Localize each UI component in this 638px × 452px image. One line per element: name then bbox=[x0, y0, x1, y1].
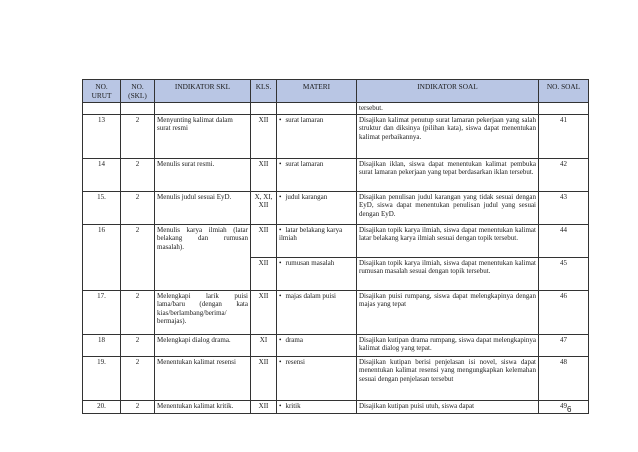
cell-materi bbox=[277, 257, 357, 290]
cell-indikator-soal: Disajikan topik karya ilmiah, siswa dapat menentukan kalimat rumusan masalah sesuai dengan topik tersebut. bbox=[357, 257, 539, 290]
cell-no-soal: 42 bbox=[539, 158, 589, 191]
cell-indikator-skl: Menulis judul sesuai EyD. bbox=[155, 191, 251, 224]
table-row bbox=[83, 114, 589, 158]
cell-no-soal: 47 bbox=[539, 334, 589, 356]
cell-no-soal: 48 bbox=[539, 356, 589, 400]
cell-kls: XII bbox=[251, 114, 277, 158]
materi-text: • drama bbox=[279, 336, 303, 344]
cell-indikator-soal: Disajikan kutipan berisi penjelasan isi novel, siswa dapat menentukan kalimat resensi yang mengungkapkan kelemahan sesuai dengan penjelasan tersebut bbox=[357, 356, 539, 400]
cell-no-skl: 2 bbox=[121, 290, 155, 334]
table-row bbox=[83, 290, 589, 334]
cell-kls: XII bbox=[251, 224, 277, 257]
cell-indikator-soal: Disajikan kutipan puisi utuh, siswa dapat bbox=[357, 400, 539, 413]
cell-indikator-soal: Disajikan puisi rumpang, siswa dapat melengkapinya dengan majas yang tepat bbox=[357, 290, 539, 334]
cell-no-urut: 20. bbox=[83, 400, 121, 413]
cell-kls: XII bbox=[251, 356, 277, 400]
cell-no-urut: 15. bbox=[83, 191, 121, 224]
materi-text: • kritik bbox=[279, 402, 301, 410]
cell-indikator-soal: Disajikan iklan, siswa dapat menentukan kalimat pembuka surat lamaran pekerjaan yang tepat berdasarkan iklan tersebut. bbox=[357, 158, 539, 191]
cell-indikator-skl: Menulis surat resmi. bbox=[155, 158, 251, 191]
cell-no-urut: 17. bbox=[83, 290, 121, 334]
materi-text: • surat lamaran bbox=[279, 116, 323, 124]
materi-text: • rumusan masalah bbox=[279, 259, 334, 267]
table-row bbox=[83, 400, 589, 413]
cell-indikator-soal: Disajikan kutipan drama rumpang, siswa dapat melengkapinya kalimat dialog yang tepat. bbox=[357, 334, 539, 356]
cell-no-skl: 2 bbox=[121, 158, 155, 191]
cell-materi bbox=[277, 400, 357, 413]
header-no-urut: NO. URUT bbox=[83, 80, 121, 103]
materi-text: • judul karangan bbox=[279, 193, 327, 201]
cell-kls: XII bbox=[251, 158, 277, 191]
materi-text: • resensi bbox=[279, 358, 305, 366]
cell-no-soal: 41 bbox=[539, 114, 589, 158]
cell-no-skl: 2 bbox=[121, 356, 155, 400]
table-row bbox=[83, 356, 589, 400]
materi-text: • surat lamaran bbox=[279, 160, 323, 168]
cell-materi bbox=[277, 290, 357, 334]
header-materi: MATERI bbox=[277, 80, 357, 103]
cell-no-urut: 14 bbox=[83, 158, 121, 191]
cell-materi bbox=[277, 158, 357, 191]
cell-materi bbox=[277, 191, 357, 224]
cell-indikator-skl: Menentukan kalimat kritik. bbox=[155, 400, 251, 413]
cell-no-urut: 13 bbox=[83, 114, 121, 158]
table-row bbox=[83, 191, 589, 224]
cell-no-soal: 44 bbox=[539, 224, 589, 257]
table-header-row bbox=[83, 80, 589, 103]
cell-no-skl: 2 bbox=[121, 191, 155, 224]
cell-kls: XII bbox=[251, 400, 277, 413]
header-no-skl: NO. (SKL) bbox=[121, 80, 155, 103]
table-row bbox=[83, 224, 589, 257]
page-number: 6 bbox=[567, 405, 572, 414]
cell-no-urut: 16 bbox=[83, 224, 121, 290]
cell-kls: XI bbox=[251, 334, 277, 356]
cell-indikator-skl: Melengkapi larik puisi lama/baru (dengan kata kias/berlambang/berima/ bermajas). bbox=[155, 290, 251, 334]
cell-no-skl: 2 bbox=[121, 334, 155, 356]
cell-indikator-skl: Menyunting kalimat dalam surat resmi bbox=[155, 114, 251, 158]
table-row bbox=[83, 158, 589, 191]
cell-kls: XII bbox=[251, 257, 277, 290]
cell-no-skl: 2 bbox=[121, 400, 155, 413]
cell-no-soal: 46 bbox=[539, 290, 589, 334]
cell-no-skl: 2 bbox=[121, 114, 155, 158]
cell-materi bbox=[277, 224, 357, 257]
cell-indikator-soal: Disajikan penulisan judul karangan yang tidak sesuai dengan EyD, siswa dapat menentukan penulisan judul yang sesuai dengan EyD. bbox=[357, 191, 539, 224]
cell-materi bbox=[277, 114, 357, 158]
materi-text: • latar belakang karya ilmiah bbox=[279, 226, 342, 243]
cell-no-urut: 18 bbox=[83, 334, 121, 356]
cell-indikator-skl: Menentukan kalimat resensi bbox=[155, 356, 251, 400]
cell-kls: X, XI, XII bbox=[251, 191, 277, 224]
table-row bbox=[83, 103, 589, 115]
header-no-soal: NO. SOAL bbox=[539, 80, 589, 103]
cell-no-skl: 2 bbox=[121, 224, 155, 290]
continuation-text: tersebut. bbox=[357, 103, 539, 115]
cell-no-soal: 49 bbox=[539, 400, 589, 413]
cell-materi bbox=[277, 334, 357, 356]
cell-materi bbox=[277, 356, 357, 400]
header-indikator-skl: INDIKATOR SKL bbox=[155, 80, 251, 103]
cell-no-urut: 19. bbox=[83, 356, 121, 400]
header-kls: KLS. bbox=[251, 80, 277, 103]
cell-indikator-skl: Menulis karya ilmiah (latar belakang dan rumusan masalah). bbox=[155, 224, 251, 290]
cell-no-soal: 43 bbox=[539, 191, 589, 224]
header-indikator-soal: INDIKATOR SOAL bbox=[357, 80, 539, 103]
table-row bbox=[83, 334, 589, 356]
cell-kls: XII bbox=[251, 290, 277, 334]
cell-indikator-soal: Disajikan kalimat penutup surat lamaran pekerjaan yang salah struktur dan diksinya (pilihan kata), siswa dapat menentukan kalimat perbaikannya. bbox=[357, 114, 539, 158]
cell-indikator-skl: Melengkapi dialog drama. bbox=[155, 334, 251, 356]
materi-text: • majas dalam puisi bbox=[279, 292, 336, 300]
cell-indikator-soal: Disajikan topik karya ilmiah, siswa dapat menentukan kalimat latar belakang karya ilmiah sesuai dengan topik tersebut. bbox=[357, 224, 539, 257]
cell-no-soal: 45 bbox=[539, 257, 589, 290]
indicator-table bbox=[82, 79, 589, 414]
